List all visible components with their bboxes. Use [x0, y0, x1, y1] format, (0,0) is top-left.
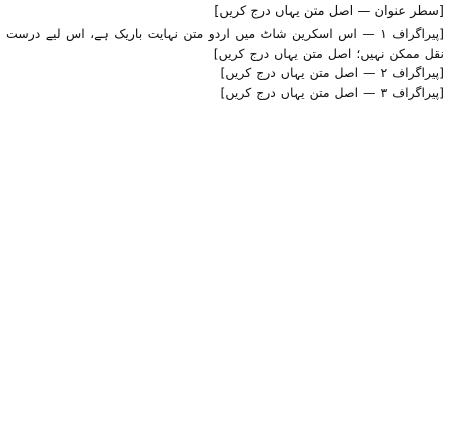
body-paragraph-2: [پیراگراف ۲ — اصل متن یہاں درج کریں] — [220, 65, 444, 81]
body-paragraph-3: [پیراگراف ۳ — اصل متن یہاں درج کریں] — [220, 84, 444, 100]
body-paragraph-1: [پیراگراف ۱ — اس اسکرین شاٹ میں اردو متن نہایت باریک ہے، اس لیے درست نقل ممکن نہیں؛ اصل متن یہاں درج کریں] — [6, 26, 445, 61]
heading-line: [سطر عنوان — اصل متن یہاں درج کریں] — [214, 4, 444, 19]
